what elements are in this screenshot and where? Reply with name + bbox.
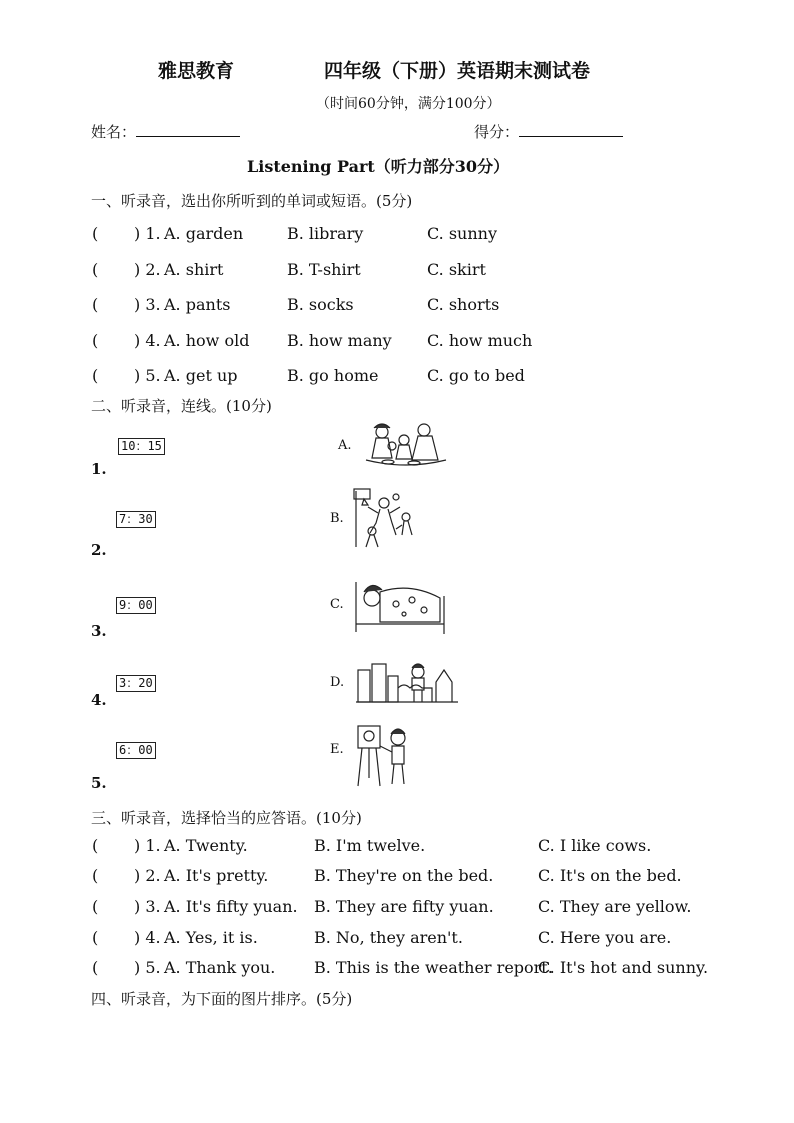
option-a: A. Thank you.	[164, 958, 276, 977]
match-letter: D.	[330, 675, 345, 690]
option-a: A. Yes, it is.	[164, 928, 258, 947]
option-a: A. garden	[164, 224, 244, 243]
option-c: C. skirt	[427, 260, 486, 279]
answer-paren[interactable]: (	[92, 224, 99, 243]
digital-clock: 10：15	[118, 438, 165, 455]
match-number: 2.	[91, 541, 107, 559]
answer-paren[interactable]: (	[92, 866, 99, 885]
match-letter: B.	[330, 511, 344, 526]
score-field[interactable]	[474, 121, 623, 142]
s1-question-1	[92, 224, 692, 246]
exam-title: 四年级（下册）英语期末测试卷	[324, 60, 591, 82]
question-number: ) 4.	[134, 331, 161, 350]
answer-paren[interactable]: (	[92, 958, 99, 977]
option-c: C. It's hot and sunny.	[538, 958, 709, 977]
answer-paren[interactable]: (	[92, 260, 99, 279]
section1-heading: 一、听录音，选出你所听到的单词或短语。(5分)	[91, 192, 413, 210]
digital-clock: 6：00	[116, 742, 156, 759]
option-a: A. Twenty.	[164, 836, 248, 855]
option-c: C. I like cows.	[538, 836, 652, 855]
s3-question-4	[92, 928, 712, 950]
option-c: C. go to bed	[427, 366, 525, 385]
option-b: B. They're on the bed.	[314, 866, 494, 885]
s1-question-5	[92, 366, 692, 388]
school-name: 雅思教育	[158, 60, 235, 82]
s3-question-5	[92, 958, 712, 980]
question-number: ) 3.	[134, 295, 161, 314]
answer-paren[interactable]: (	[92, 928, 99, 947]
question-number: ) 2.	[134, 866, 161, 885]
match-letter: C.	[330, 597, 344, 612]
option-a: A. pants	[164, 295, 231, 314]
option-c: C. They are yellow.	[538, 897, 692, 916]
option-c: C. how much	[427, 331, 533, 350]
option-b: B. how many	[287, 331, 392, 350]
match-letter: E.	[330, 742, 344, 757]
section4-heading: 四、听录音，为下面的图片排序。(5分)	[91, 990, 353, 1008]
option-b: B. I'm twelve.	[314, 836, 426, 855]
match-number: 5.	[91, 774, 107, 792]
option-c: C. Here you are.	[538, 928, 672, 947]
basketball-picture[interactable]	[350, 487, 422, 551]
digital-clock: 7：30	[116, 511, 156, 528]
question-number: ) 1.	[134, 224, 161, 243]
name-blank[interactable]	[136, 124, 240, 137]
name-field[interactable]	[91, 121, 240, 142]
answer-paren[interactable]: (	[92, 295, 99, 314]
s3-question-1	[92, 836, 712, 858]
answer-paren[interactable]: (	[92, 897, 99, 916]
s1-question-3	[92, 295, 692, 317]
option-a: A. how old	[164, 331, 250, 350]
option-b: B. socks	[287, 295, 354, 314]
city-picture[interactable]	[352, 658, 462, 706]
digital-clock: 9：00	[116, 597, 156, 614]
option-b: B. library	[287, 224, 364, 243]
s1-question-4	[92, 331, 692, 353]
family-eating-picture[interactable]	[362, 420, 450, 472]
option-b: B. T-shirt	[287, 260, 361, 279]
digital-clock: 3：20	[116, 675, 156, 692]
s1-question-2	[92, 260, 692, 282]
s3-question-3	[92, 897, 712, 919]
question-number: ) 5.	[134, 958, 161, 977]
answer-paren[interactable]: (	[92, 836, 99, 855]
option-b: B. This is the weather report.	[314, 958, 553, 977]
option-b: B. No, they aren't.	[314, 928, 463, 947]
question-number: ) 5.	[134, 366, 161, 385]
option-a: A. It's fifty yuan.	[164, 897, 298, 916]
painting-picture[interactable]	[356, 722, 412, 788]
option-a: A. It's pretty.	[164, 866, 269, 885]
question-number: ) 1.	[134, 836, 161, 855]
question-number: ) 2.	[134, 260, 161, 279]
option-c: C. sunny	[427, 224, 498, 243]
answer-paren[interactable]: (	[92, 331, 99, 350]
option-b: B. go home	[287, 366, 379, 385]
question-number: ) 4.	[134, 928, 161, 947]
option-a: A. shirt	[164, 260, 224, 279]
option-a: A. get up	[164, 366, 238, 385]
option-c: C. It's on the bed.	[538, 866, 682, 885]
option-b: B. They are fifty yuan.	[314, 897, 494, 916]
match-letter: A.	[338, 438, 352, 453]
option-c: C. shorts	[427, 295, 500, 314]
name-label: 姓名：	[91, 123, 137, 141]
score-blank[interactable]	[519, 124, 623, 137]
match-number: 4.	[91, 691, 107, 709]
match-number: 1.	[91, 460, 107, 478]
exam-subtitle: （时间60分钟，满分100分）	[316, 96, 501, 112]
match-number: 3.	[91, 622, 107, 640]
section3-heading: 三、听录音，选择恰当的应答语。(10分)	[91, 809, 362, 827]
part-title: Listening Part（听力部分30分）	[247, 157, 510, 176]
question-number: ) 3.	[134, 897, 161, 916]
section2-heading: 二、听录音，连线。(10分)	[91, 397, 272, 415]
s3-question-2	[92, 866, 712, 888]
score-label: 得分：	[474, 123, 520, 141]
sleeping-picture[interactable]	[352, 574, 448, 636]
answer-paren[interactable]: (	[92, 366, 99, 385]
